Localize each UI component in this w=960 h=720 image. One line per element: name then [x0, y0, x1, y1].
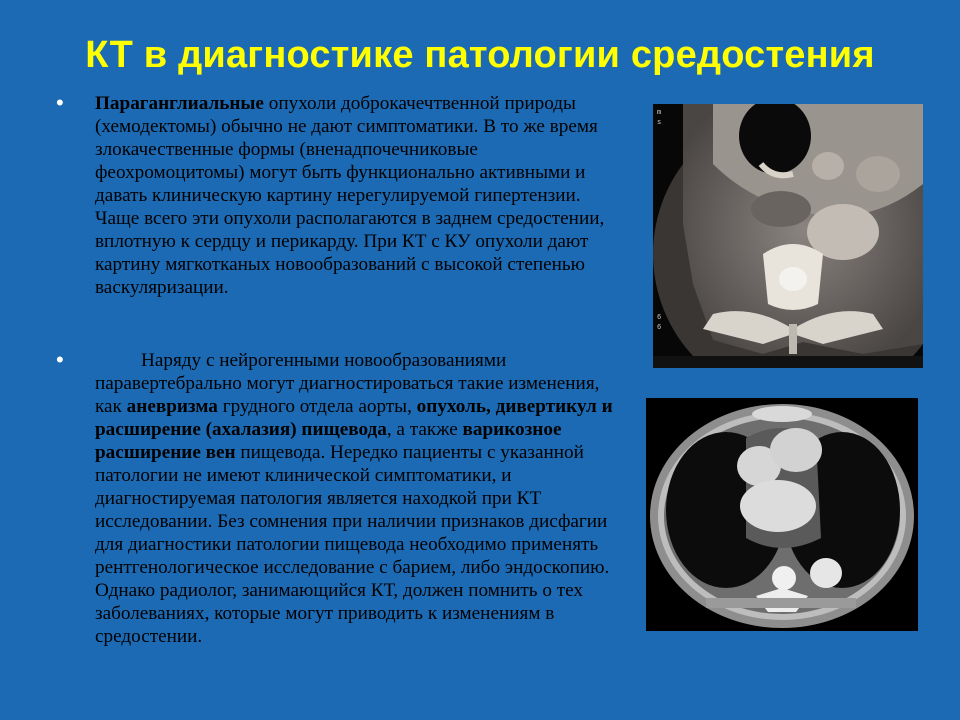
- svg-text:m: m: [657, 109, 662, 117]
- bullet-marker: •: [56, 347, 64, 372]
- text-run: пищевода. Нередко пациенты с указанной патологии не имеют клинической симптоматики, и диагностируемая патология является находкой при КТ исследовании. Без сомнения при наличии признаков дисфагии для диагностики патологии пищевода необходимо применять рентгенологическое исследование с барием, либо эндоскопию. Однако радиолог, занимающийся КТ, должен помнить о тех заболеваниях, которые могут приводить к изменениям в средостении.: [95, 442, 610, 647]
- text-run: , а также: [386, 419, 463, 440]
- bullet-text: [95, 349, 615, 648]
- bold-term: опухоль, дивертикул и расширение (ахалазия) пищевода: [95, 396, 613, 440]
- ct-scan-image-lower: [646, 398, 918, 631]
- text-run: опухоли доброкачечтвенной природы (хемодектомы) обычно не дают симптоматики. В то же время злокачественные формы (вненадпочечниковые феохромоцитомы) могут быть функционально активными и давать клиническую картину нерегулируемой гипертензии. Чаще всего эти опухоли располагаются в заднем средостении, вплотную к сердцу и перикарду. При КТ с КУ опухоли дают картину мягкотканых новообразований с высокой степенью васкуляризации.: [95, 93, 605, 298]
- ct-scan-image-upper: [653, 104, 923, 368]
- text-run: Наряду с нейрогенными новообразованиями паравертебрально могут диагностироваться такие изменения, как: [95, 350, 600, 417]
- bold-term: аневризма: [126, 396, 218, 417]
- svg-text:6: 6: [657, 314, 662, 322]
- bold-term: варикозное расширение вен: [95, 419, 562, 463]
- bold-term: Параганглиальные: [95, 93, 264, 114]
- bullet-marker: •: [56, 90, 64, 115]
- svg-text:6: 6: [657, 324, 662, 332]
- slide-title: КТ в диагностике патологии средостения: [85, 34, 875, 76]
- bullet-text: [95, 92, 615, 299]
- text-run: грудного отдела аорты,: [217, 396, 417, 417]
- svg-text:s: s: [657, 119, 662, 127]
